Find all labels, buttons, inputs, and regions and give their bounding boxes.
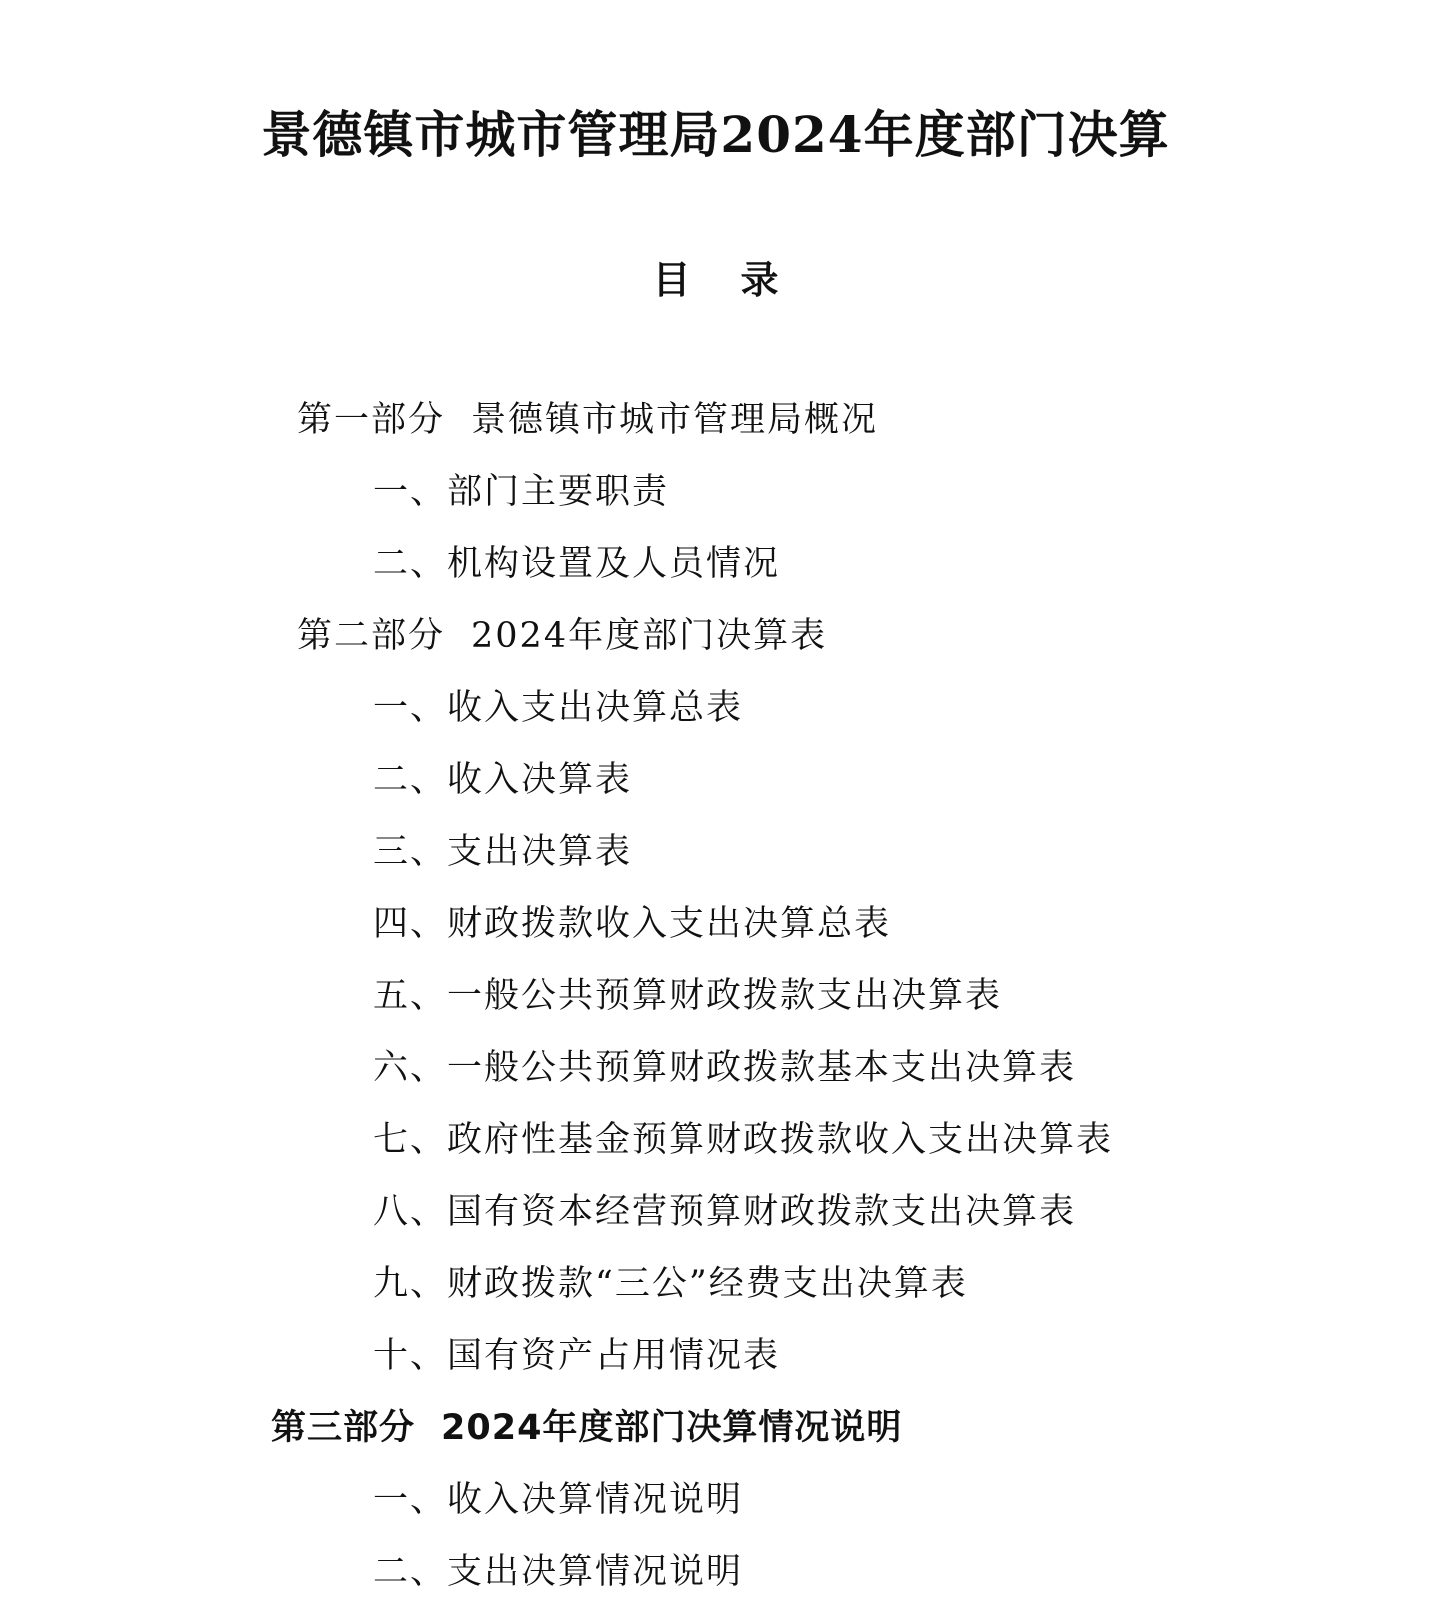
toc-part-title: 景德镇市城市管理局概况 <box>471 400 879 440</box>
toc-item: 九、财政拨款“三公”经费支出决算表 <box>373 1264 968 1304</box>
toc-item: 七、政府性基金预算财政拨款收入支出决算表 <box>373 1120 1114 1160</box>
toc-item: 一、收入支出决算总表 <box>373 688 744 728</box>
table-of-contents <box>0 398 1431 1622</box>
document-title: 景德镇市城市管理局2024年度部门决算 <box>261 105 1170 164</box>
toc-part-title: 2024年度部门决算表 <box>471 616 828 656</box>
toc-part-label: 第一部分 <box>297 400 446 440</box>
toc-item: 二、支出决算情况说明 <box>373 1552 744 1592</box>
toc-part-title: 2024年度部门决算情况说明 <box>441 1408 903 1448</box>
toc-item: 四、财政拨款收入支出决算总表 <box>373 904 892 944</box>
toc-item: 十、国有资产占用情况表 <box>373 1336 781 1376</box>
toc-item: 一、收入决算情况说明 <box>373 1480 744 1520</box>
toc-heading <box>0 250 1431 310</box>
toc-heading-left: 目 <box>652 257 691 302</box>
toc-heading-right: 录 <box>740 257 779 302</box>
toc-item: 六、一般公共预算财政拨款基本支出决算表 <box>373 1048 1077 1088</box>
toc-item: 二、收入决算表 <box>373 760 633 800</box>
toc-part-3 <box>0 1406 1431 1478</box>
toc-part-2 <box>0 614 1431 686</box>
toc-part-1 <box>0 398 1431 470</box>
toc-item: 一、部门主要职责 <box>373 472 670 512</box>
toc-part-label: 第三部分 <box>271 1408 416 1448</box>
toc-item: 二、机构设置及人员情况 <box>373 544 781 584</box>
toc-item: 五、一般公共预算财政拨款支出决算表 <box>373 976 1003 1016</box>
toc-item: 八、国有资本经营预算财政拨款支出决算表 <box>373 1192 1077 1232</box>
toc-item: 三、支出决算表 <box>373 832 633 872</box>
toc-part-label: 第二部分 <box>297 616 446 656</box>
